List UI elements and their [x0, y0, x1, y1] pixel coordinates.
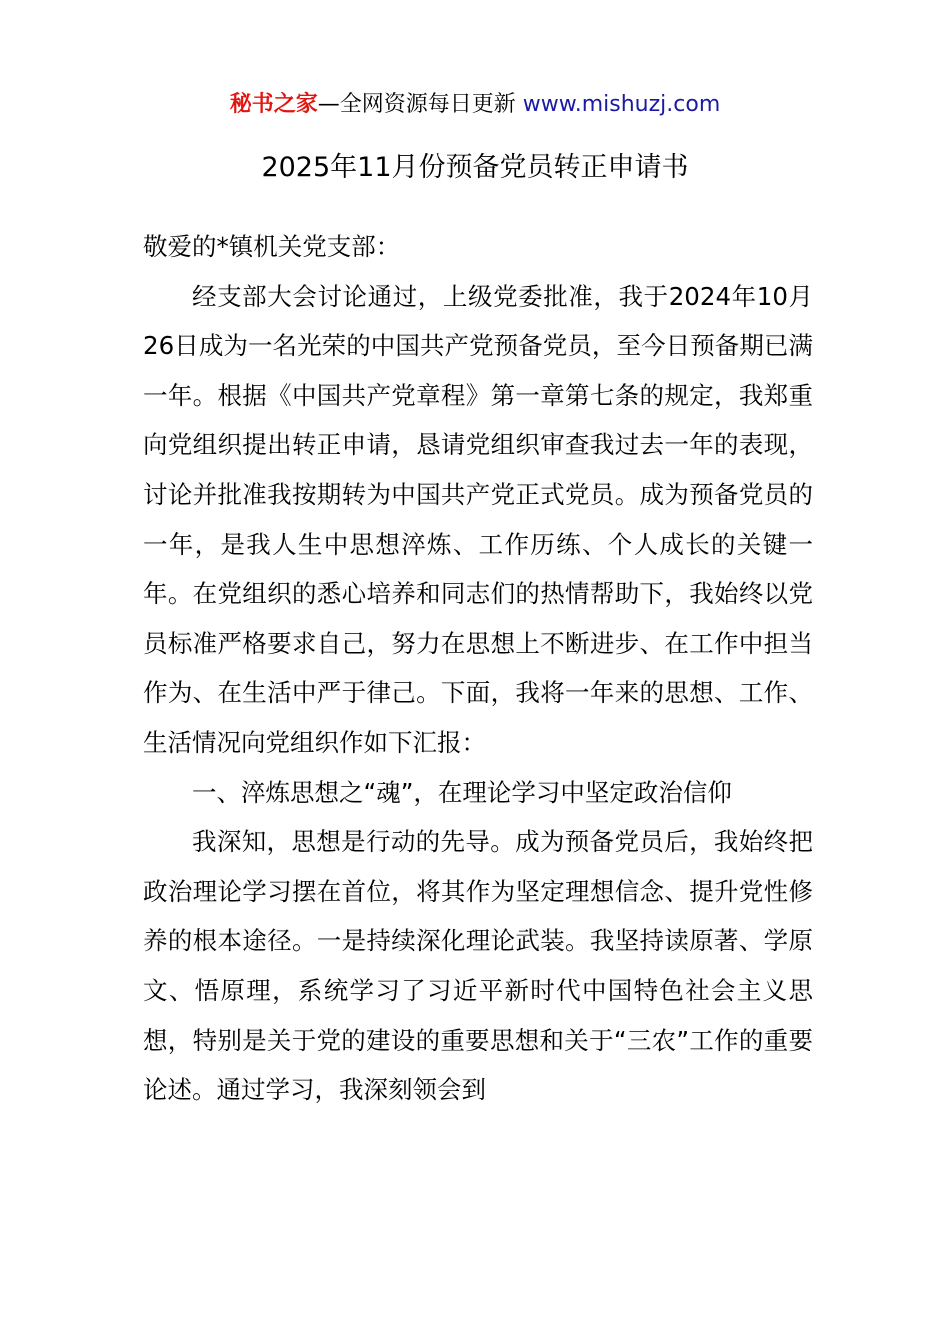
site-header: [0, 88, 950, 122]
section-1-heading: 一、淬炼思想之“魂”，在理论学习中坚定政治信仰: [192, 777, 732, 807]
salutation: 敬爱的*镇机关党支部：: [143, 232, 401, 261]
document-body: [143, 222, 813, 1115]
site-url-link[interactable]: www.mishuzj.com: [522, 92, 721, 117]
site-brand: 秘书之家: [229, 92, 318, 117]
document-title: 2025年11月份预备党员转正申请书: [261, 152, 689, 183]
body-paragraph-2: 我深知，思想是行动的先导。成为预备党员后，我始终把政治理论学习摆在首位，将其作为坚定理想信念、提升党性修养的根本途径。一是持续深化理论武装。我坚持读原著、学原文、悟原理，系统学习了习近平新时代中国特色社会主义思想，特别是关于党的建设的重要思想和关于“三农”工作的重要论述。通过学习，我深刻领会到: [143, 827, 813, 1105]
site-tagline: —全网资源每日更新: [317, 92, 516, 117]
body-paragraph-1: 经支部大会讨论通过，上级党委批准，我于2024年10月26日成为一名光荣的中国共产党预备党员，至今日预备期已满一年。根据《中国共产党章程》第一章第七条的规定，我郑重向党组织提出转正申请，恳请党组织审查我过去一年的表现，讨论并批准我按期转为中国共产党正式党员。成为预备党员的一年，是我人生中思想淬炼、工作历练、个人成长的关键一年。在党组织的悉心培养和同志们的热情帮助下，我始终以党员标准严格要求自己，努力在思想上不断进步、在工作中担当作为、在生活中严于律己。下面，我将一年来的思想、工作、生活情况向党组织作如下汇报：: [143, 281, 813, 757]
